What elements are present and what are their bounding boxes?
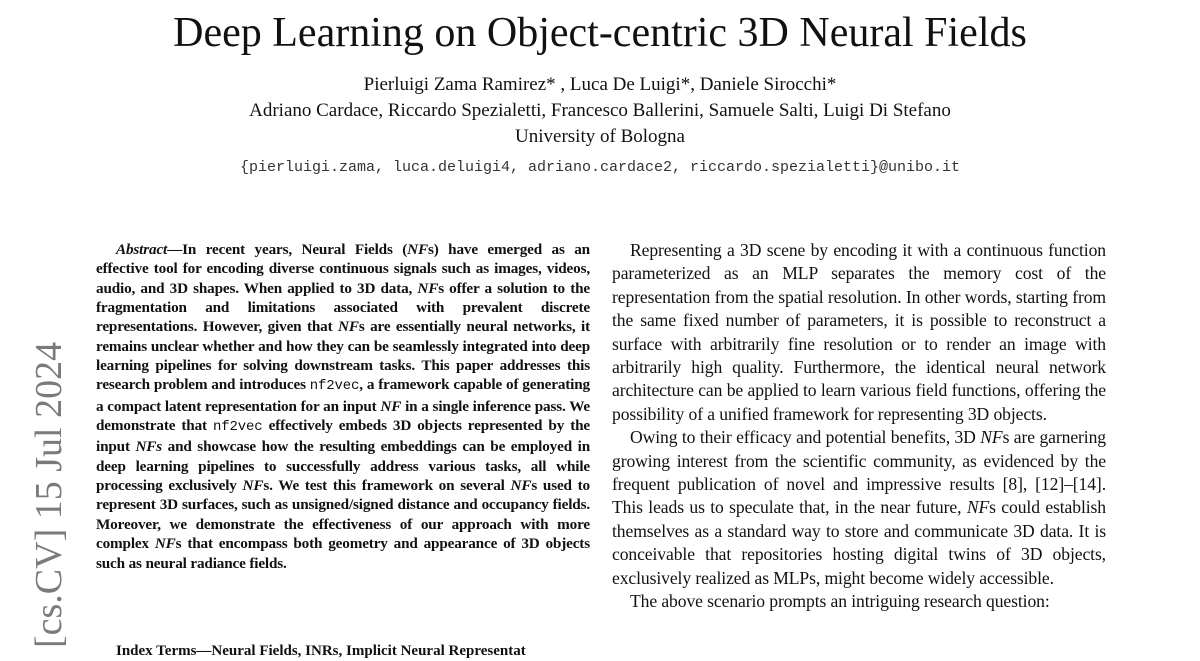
- abstract-text: that encompass both geometry and appearance of 3D objects such as neural radiance fields.: [96, 535, 590, 572]
- body-text: Owing to their efficacy and potential benefits, 3D: [630, 427, 981, 448]
- abstract-dash: —: [167, 241, 183, 258]
- abstract-text: effectively embeds 3D objects represented by the input: [96, 417, 591, 456]
- paragraph: The above scenario prompts an intriguing research question:: [630, 591, 1050, 612]
- introduction-column: [612, 239, 1106, 614]
- nf-term: NF: [380, 397, 402, 415]
- paragraph: [612, 426, 1106, 590]
- nfs-term: NFs: [135, 438, 163, 456]
- abstract-text: . We test this framework on several: [269, 477, 511, 495]
- body-text: s are garnering growing interest from the scientific community, as evidenced by the frequent publication of novel and impressive results [8], [12]–[14]. This leads us to speculate that, in the near future,: [612, 427, 1106, 518]
- index-terms: Index Terms—Neural Fields, INRs, Implicit Neural Representat: [116, 643, 526, 659]
- author-emails: {pierluigi.zama, luca.deluigi4, adriano.cardace2, riccardo.spezialetti}@unibo.it: [239, 159, 961, 176]
- abstract-text: s) have emerged as an effective tool for encoding diverse continuous signals such as images, videos, audio, and 3D shapes. When applied to 3D data,: [96, 241, 590, 297]
- abstract-text: in a single inference pass. We demonstrate that: [96, 397, 590, 435]
- method-name: nf2vec: [213, 419, 263, 436]
- nf-term: NF: [966, 497, 990, 518]
- nf-term: NF: [980, 427, 1003, 448]
- abstract-text: , a framework capable of generating a compact latent representation for an input: [96, 376, 590, 415]
- nf-term: NF: [338, 318, 359, 336]
- nf-term: NF: [510, 477, 532, 495]
- abstract-block: Abstract—In recent years, Neural Fields (NFs) have emerged as an effective tool for encoding diverse continuous signals such as images, videos, audio, and 3D shapes. When applied to 3D data, NFs offer a solution to the fragmentation and limitations associated with prevalent discrete representations. However, given that NFs are essentially neural networks, it remains unclear whether and how they can be seamlessly integrated into deep learning pipelines for solving downstream tasks. This paper addresses this research problem and introduces nf2vec, a framework capable of generating a compact latent representation for an input NF in a single inference pass. We demonstrate that nf2vec effectively embeds 3D objects represented by the input NFs and showcase how the resulting embeddings can be employed in deep learning pipelines to successfully address various tasks, all while processing exclusively NFs. We test this framework on several NFs used to represent 3D surfaces, such as unsigned/signed distance and occupancy fields. Moreover, we demonstrate the effectiveness of our approach with more complex NFs that encompass both geometry and appearance of 3D objects such as neural radiance fields.: [96, 241, 591, 572]
- nf-term: NF: [242, 477, 264, 495]
- abstract-text: used to represent 3D surfaces, such as unsigned/signed distance and occupancy fields. Moreover, we demonstrate the effectiveness of our approach with more complex: [96, 477, 590, 553]
- abstract-text: s offer a solution to the fragmentation and limitations associated with prevalent discrete representations. However, given that: [96, 279, 590, 336]
- body-text: s could establish themselves as a standard way to store and communicate 3D data. It is conceivable that repositories hosting digital twins of 3D objects, exclusively realized as MLPs, might become widely accessible.: [612, 497, 1106, 588]
- arxiv-side-stamp: [cs.CV] 15 Jul 2024: [28, 341, 70, 648]
- method-name: nf2vec: [309, 378, 360, 395]
- nf-term: NF: [407, 241, 428, 258]
- author-list-primary: Pierluigi Zama Ramirez* , Luca De Luigi*, Daniele Sirocchi*: [363, 74, 837, 95]
- paragraph: Representing a 3D scene by encoding it with a continuous function parameterized as an MLP separates the memory cost of the representation from the spatial resolution. In other words, starting from the same fixed number of parameters, it is possible to reconstruct a surface with arbitrarily fine resolution or to render an image with arbitrarily high quality. Furthermore, the identical neural network architecture can be applied to learn various field functions, offering the possibility of a unified framework for representing 3D objects.: [612, 240, 1106, 424]
- abstract-label: Abstract: [116, 241, 168, 258]
- author-list-secondary: Adriano Cardace, Riccardo Spezialetti, Francesco Ballerini, Samuele Salti, Luigi Di Stefano: [249, 100, 951, 121]
- affiliation: University of Bologna: [515, 126, 685, 147]
- abstract-text: and showcase how the resulting embeddings can be employed in deep learning pipelines to successfully address various tasks, all while processing exclusively: [96, 438, 590, 495]
- paper-title: Deep Learning on Object-centric 3D Neural Fields: [173, 10, 1027, 56]
- abstract-text: In recent years, Neural Fields (: [182, 241, 408, 258]
- nf-term: NF: [417, 279, 439, 297]
- abstract-text: s are essentially neural networks, it remains unclear whether and how they can be seamlessly integrated into deep learning pipelines for solving downstream tasks. This paper addresses this research problem and introduces: [96, 318, 590, 394]
- nf-term: NF: [154, 535, 176, 553]
